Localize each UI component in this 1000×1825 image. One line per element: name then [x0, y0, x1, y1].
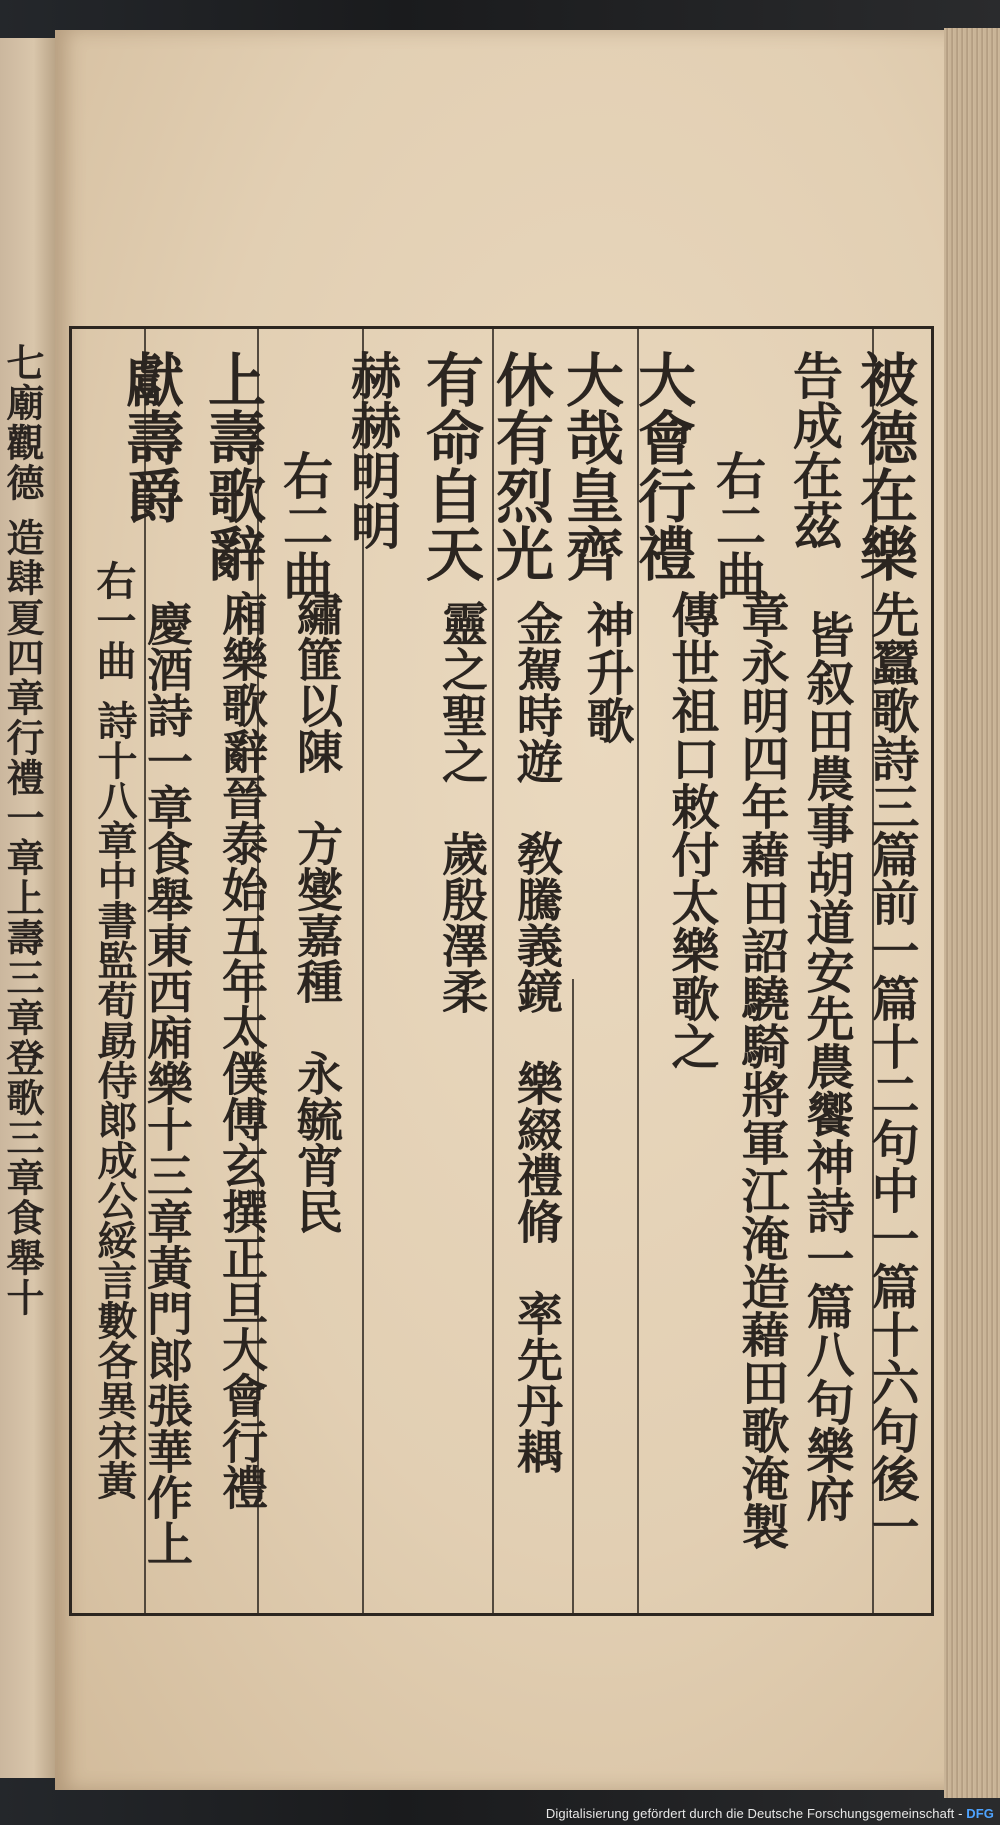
- text-column: 慶酒詩一章食舉東西廂樂十三章黃門郞張華作上: [140, 600, 194, 1566]
- text-column: 被德在樂: [850, 350, 918, 582]
- text-column: 獻壽爵: [116, 350, 184, 524]
- text-column: 繡篚以陳 方燮嘉種 永毓宵民: [290, 590, 344, 1234]
- dfg-logo: DFG: [966, 1806, 994, 1821]
- text-column: 告成在茲: [785, 350, 844, 550]
- text-column: 靈之聖之 歲殷澤柔: [435, 600, 489, 1014]
- text-column: 先蠶歌詩三篇前一篇十二句中一篇十六句後一: [863, 590, 919, 1550]
- text-column: 赫赫明明: [343, 350, 402, 550]
- text-column: 大會行禮: [628, 350, 696, 582]
- text-column: 大哉皇齊: [556, 350, 624, 582]
- left-page-fragment: [0, 38, 56, 1778]
- text-column: 皆叙田農事胡道安先農饗神詩一篇八句樂府: [798, 610, 854, 1522]
- text-column: 休有烈光: [486, 350, 554, 582]
- text-column: 金駕時遊 敎騰義鏡 樂綴禮脩 率先丹耦: [510, 600, 564, 1474]
- text-column: 傳世祖口敕付太樂歌之: [663, 590, 719, 1070]
- digitization-credit: [546, 1806, 994, 1821]
- text-column: 右二曲: [275, 450, 334, 600]
- credit-text: Digitalisierung gefördert durch die Deutsche Forschungsgemeinschaft -: [545, 1806, 963, 1821]
- text-column: 詩十八章中書監荀勗侍郞成公綏言數各異宋黃: [91, 700, 138, 1500]
- page-edges: [944, 28, 1000, 1798]
- text-column: 章永明四年藉田詔驍騎將軍江淹造藉田歌淹製: [733, 590, 789, 1550]
- text-column: 神升歌: [578, 600, 634, 744]
- text-column: 右二曲: [708, 450, 767, 600]
- column-rule: [572, 979, 574, 1613]
- left-page-text: 七廟觀德 造肆夏四章行禮一章上壽三章登歌三章食舉十: [0, 343, 45, 1319]
- text-column: 上壽歌辭: [198, 350, 266, 582]
- text-column: 有命自天: [416, 350, 484, 582]
- text-column: 右一曲: [90, 560, 137, 680]
- text-column: 廂樂歌辭晉泰始五年太僕傅玄撰正旦大會行禮: [215, 590, 269, 1510]
